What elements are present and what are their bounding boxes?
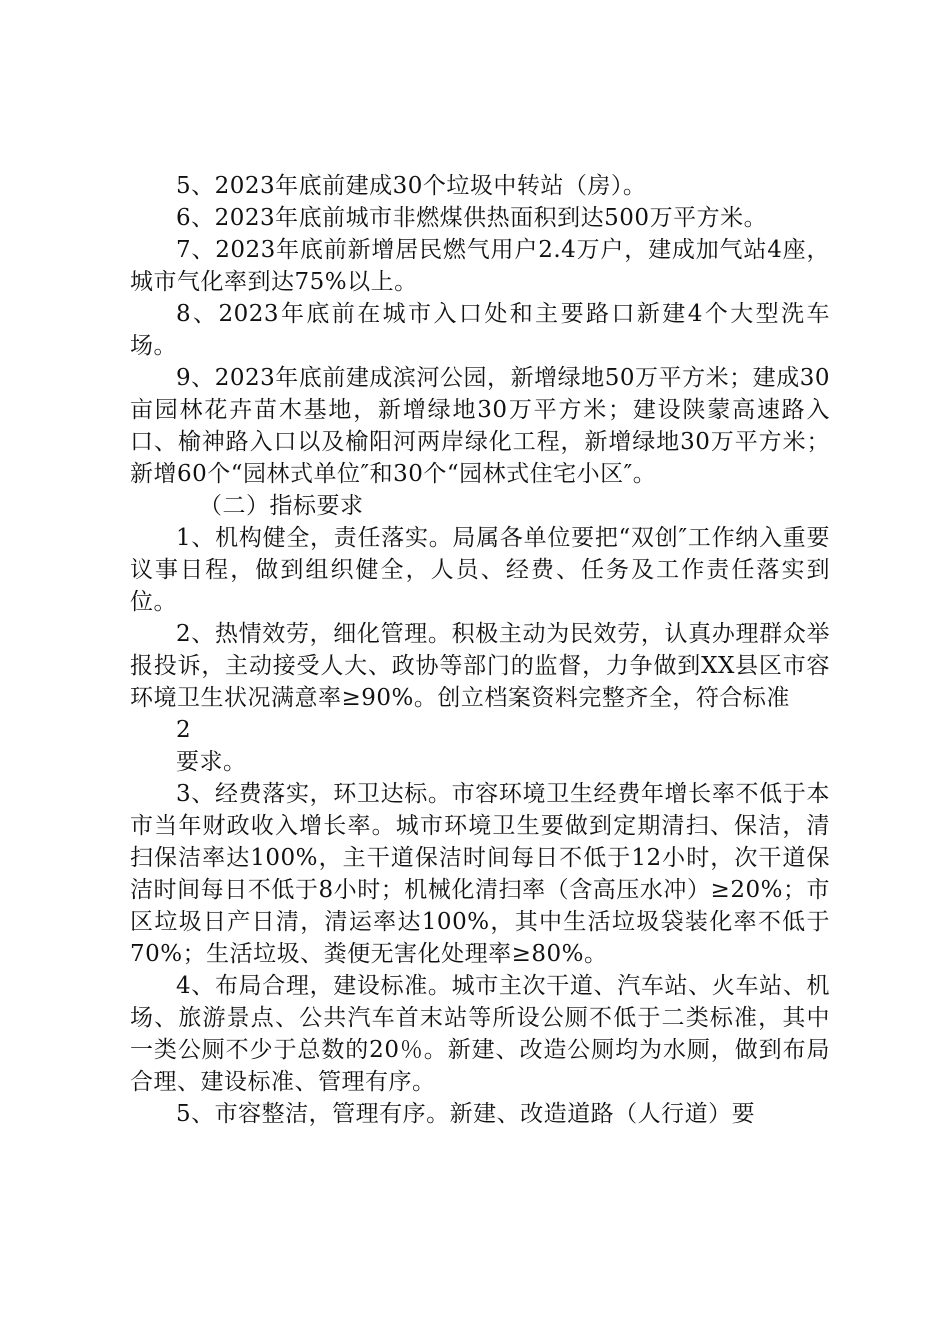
paragraph-requirement-3: 3、经费落实，环卫达标。市容环境卫生经费年增长率不低于本市当年财政收入增长率。城市环境卫生要做到定期清扫、保洁，清扫保洁率达100%，主干道保洁时间每日不低于12小时，次干道保洁时间每日不低于8小时；机械化清扫率（含高压水冲）≥20%；市区垃圾日产日清，清运率达100%，其中生活垃圾袋装化率不低于70%；生活垃圾、粪便无害化处理率≥80%。: [130, 781, 830, 967]
paragraph-item-9: 9、2023年底前建成滨河公园，新增绿地50万平方米；建成30亩园林花卉苗木基地，新增绿地30万平方米；建设陕蒙高速路入口、榆神路入口以及榆阳河两岸绿化工程，新增绿地30万平方米；新增60个“园林式单位″和30个“园林式住宅小区″。: [130, 365, 830, 487]
page-number: 2: [176, 717, 192, 743]
paragraph-requirement-2: 2、热情效劳，细化管理。积极主动为民效劳，认真办理群众举报投诉，主动接受人大、政协等部门的监督，力争做到XX县区市容环境卫生状况满意率≥90%。创立档案资料完整齐全，符合标准: [130, 621, 830, 711]
paragraph-item-5: 5、2023年底前建成30个垃圾中转站（房）。: [176, 173, 647, 199]
paragraph-requirement-2-continued: 要求。: [176, 749, 247, 775]
paragraph-item-7: 7、2023年底前新增居民燃气用户2.4万户，建成加气站4座，城市气化率到达75%以上。: [130, 237, 830, 295]
paragraph-requirement-4: 4、布局合理，建设标准。城市主次干道、汽车站、火车站、机场、旅游景点、公共汽车首末站等所设公厕不低于二类标准，其中一类公厕不少于总数的20％。新建、改造公厕均为水厕，做到布局合理、建设标准、管理有序。: [130, 973, 830, 1095]
paragraph-item-8: 8、2023年底前在城市入口处和主要路口新建4个大型洗车场。: [130, 301, 830, 359]
paragraph-item-6: 6、2023年底前城市非燃煤供热面积到达500万平方米。: [176, 205, 768, 231]
document-body: [130, 170, 830, 1130]
paragraph-requirement-5: 5、市容整洁，管理有序。新建、改造道路（人行道）要: [176, 1101, 756, 1127]
paragraph-requirement-1: 1、机构健全，责任落实。局属各单位要把“双创″工作纳入重要议事日程，做到组织健全，人员、经费、任务及工作责任落实到位。: [130, 525, 830, 615]
section-heading: （二）指标要求: [199, 493, 364, 519]
